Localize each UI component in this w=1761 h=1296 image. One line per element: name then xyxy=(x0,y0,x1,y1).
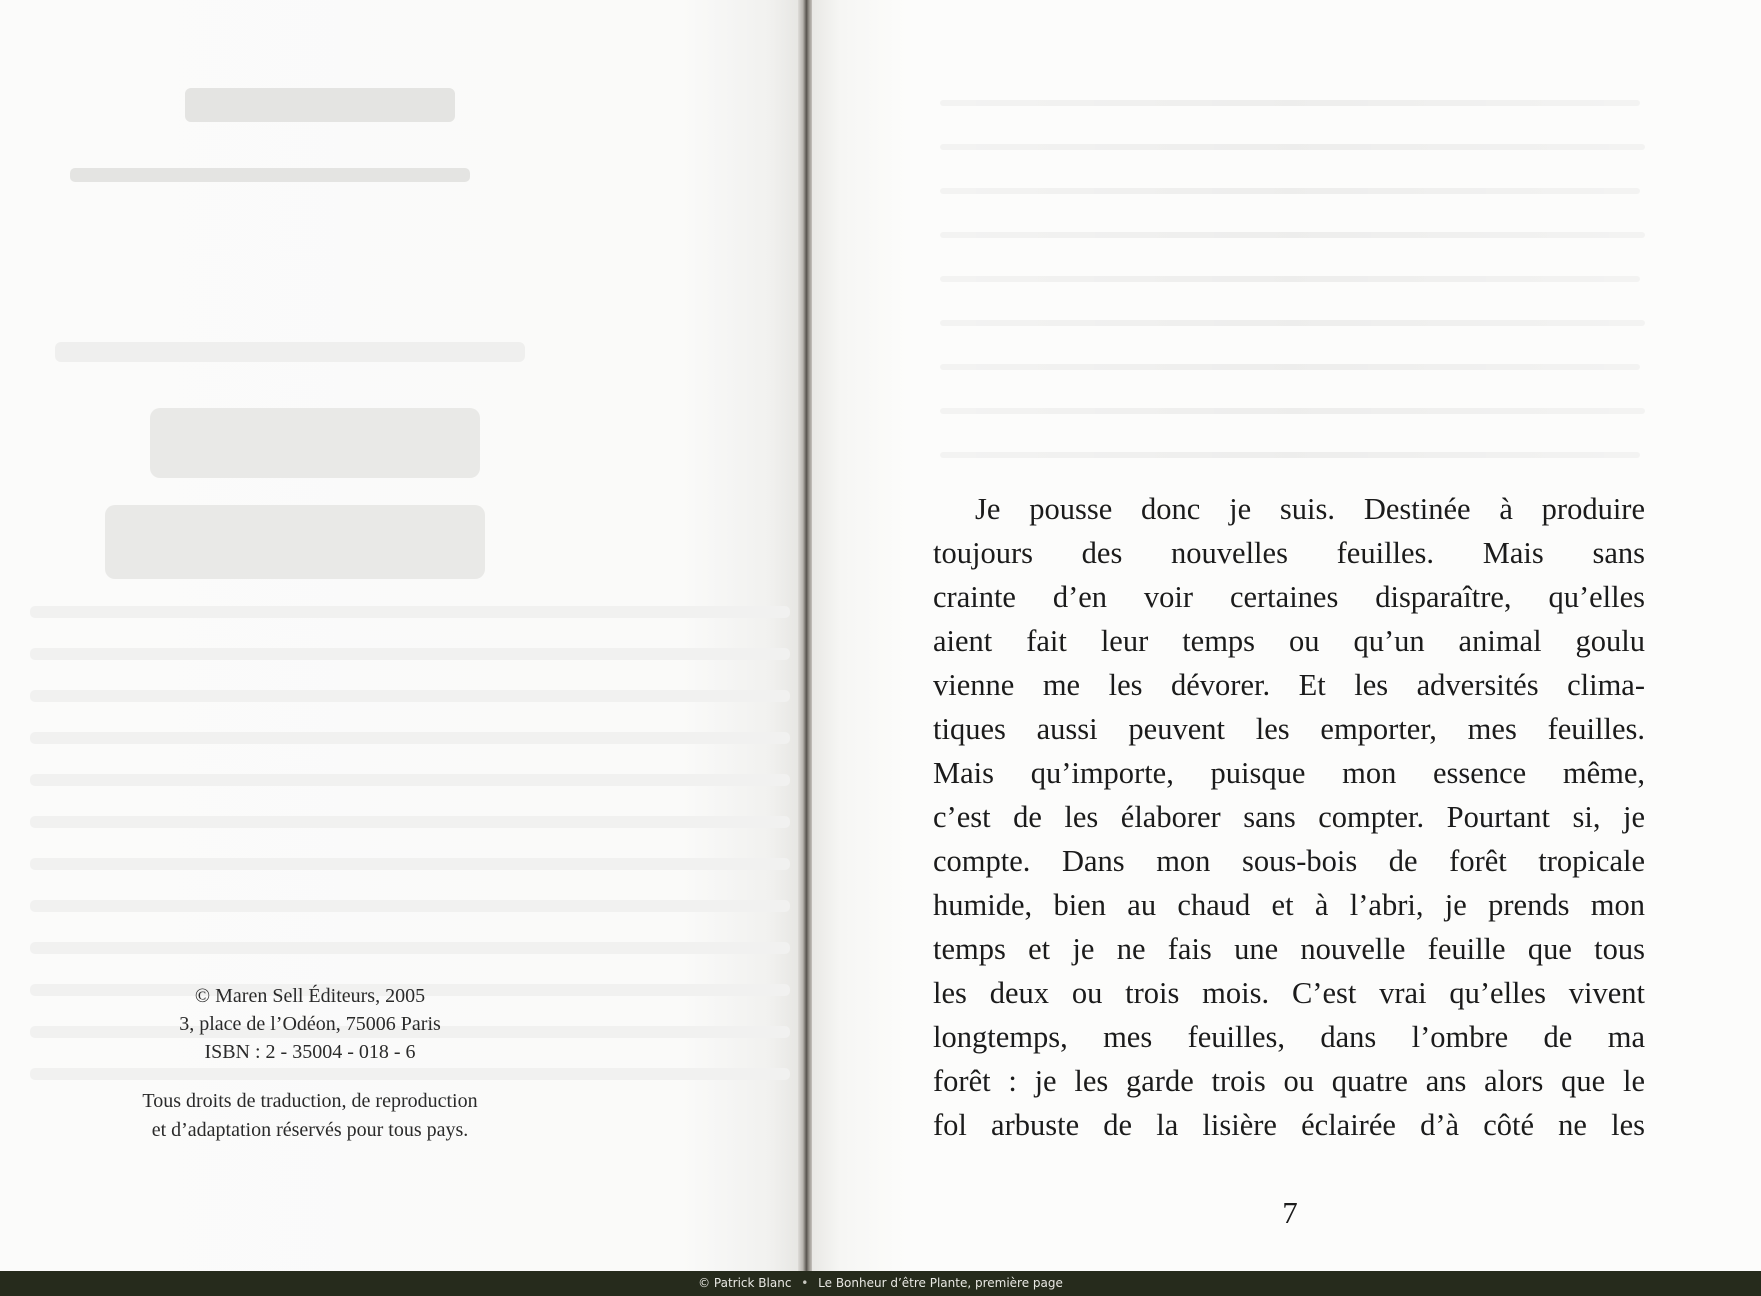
caption-bar xyxy=(0,1271,1761,1296)
copyright-block xyxy=(90,982,530,1066)
rights-line: et d’adaptation réservés pour tous pays. xyxy=(151,1119,469,1141)
text-line: fol arbuste de la lisière éclairée d’à côté ne les xyxy=(933,1108,1645,1142)
caption-title: Le Bonheur d’être Plante, première page xyxy=(818,1276,1063,1290)
page-number: 7 xyxy=(1282,1195,1298,1230)
text-line: temps et je ne fais une nouvelle feuille que tous xyxy=(933,932,1645,966)
text-line: c’est de les élaborer sans compter. Pourtant si, je xyxy=(933,800,1645,834)
text-line: les deux ou trois mois. C’est vrai qu’elles vivent xyxy=(933,976,1645,1010)
copyright-line: © Maren Sell Éditeurs, 2005 xyxy=(194,985,426,1007)
isbn-line: ISBN : 2 - 35004 - 018 - 6 xyxy=(204,1041,416,1063)
address-line: 3, place de l’Odéon, 75006 Paris xyxy=(179,1013,441,1035)
text-line: humide, bien au chaud et à l’abri, je prends mon xyxy=(933,888,1645,922)
caption-separator: • xyxy=(801,1276,809,1290)
left-page xyxy=(0,0,802,1271)
text-line: compte. Dans mon sous-bois de forêt tropicale xyxy=(933,844,1645,878)
text-line: aient fait leur temps ou qu’un animal goulu xyxy=(933,624,1645,658)
show-through-lines xyxy=(940,82,1650,482)
text-line: tiques aussi peuvent les emporter, mes feuilles. xyxy=(933,712,1645,746)
page-body-text xyxy=(933,487,1645,1147)
text-line: crainte d’en voir certaines disparaître, qu’elles xyxy=(933,580,1645,614)
rights-line: Tous droits de traduction, de reproduction xyxy=(142,1090,478,1112)
rights-notice xyxy=(90,1087,530,1145)
text-line: vienne me les dévorer. Et les adversités clima- xyxy=(933,668,1645,702)
text-line: forêt : je les garde trois ou quatre ans alors que le xyxy=(933,1064,1645,1098)
text-line: Mais qu’importe, puisque mon essence même, xyxy=(933,756,1645,790)
show-through-texture xyxy=(0,0,802,1271)
text-line: Je pousse donc je suis. Destinée à produire xyxy=(975,492,1645,526)
caption-credit: © Patrick Blanc xyxy=(698,1276,792,1290)
text-line: toujours des nouvelles feuilles. Mais sans xyxy=(933,536,1645,570)
text-line: longtemps, mes feuilles, dans l’ombre de ma xyxy=(933,1020,1645,1054)
